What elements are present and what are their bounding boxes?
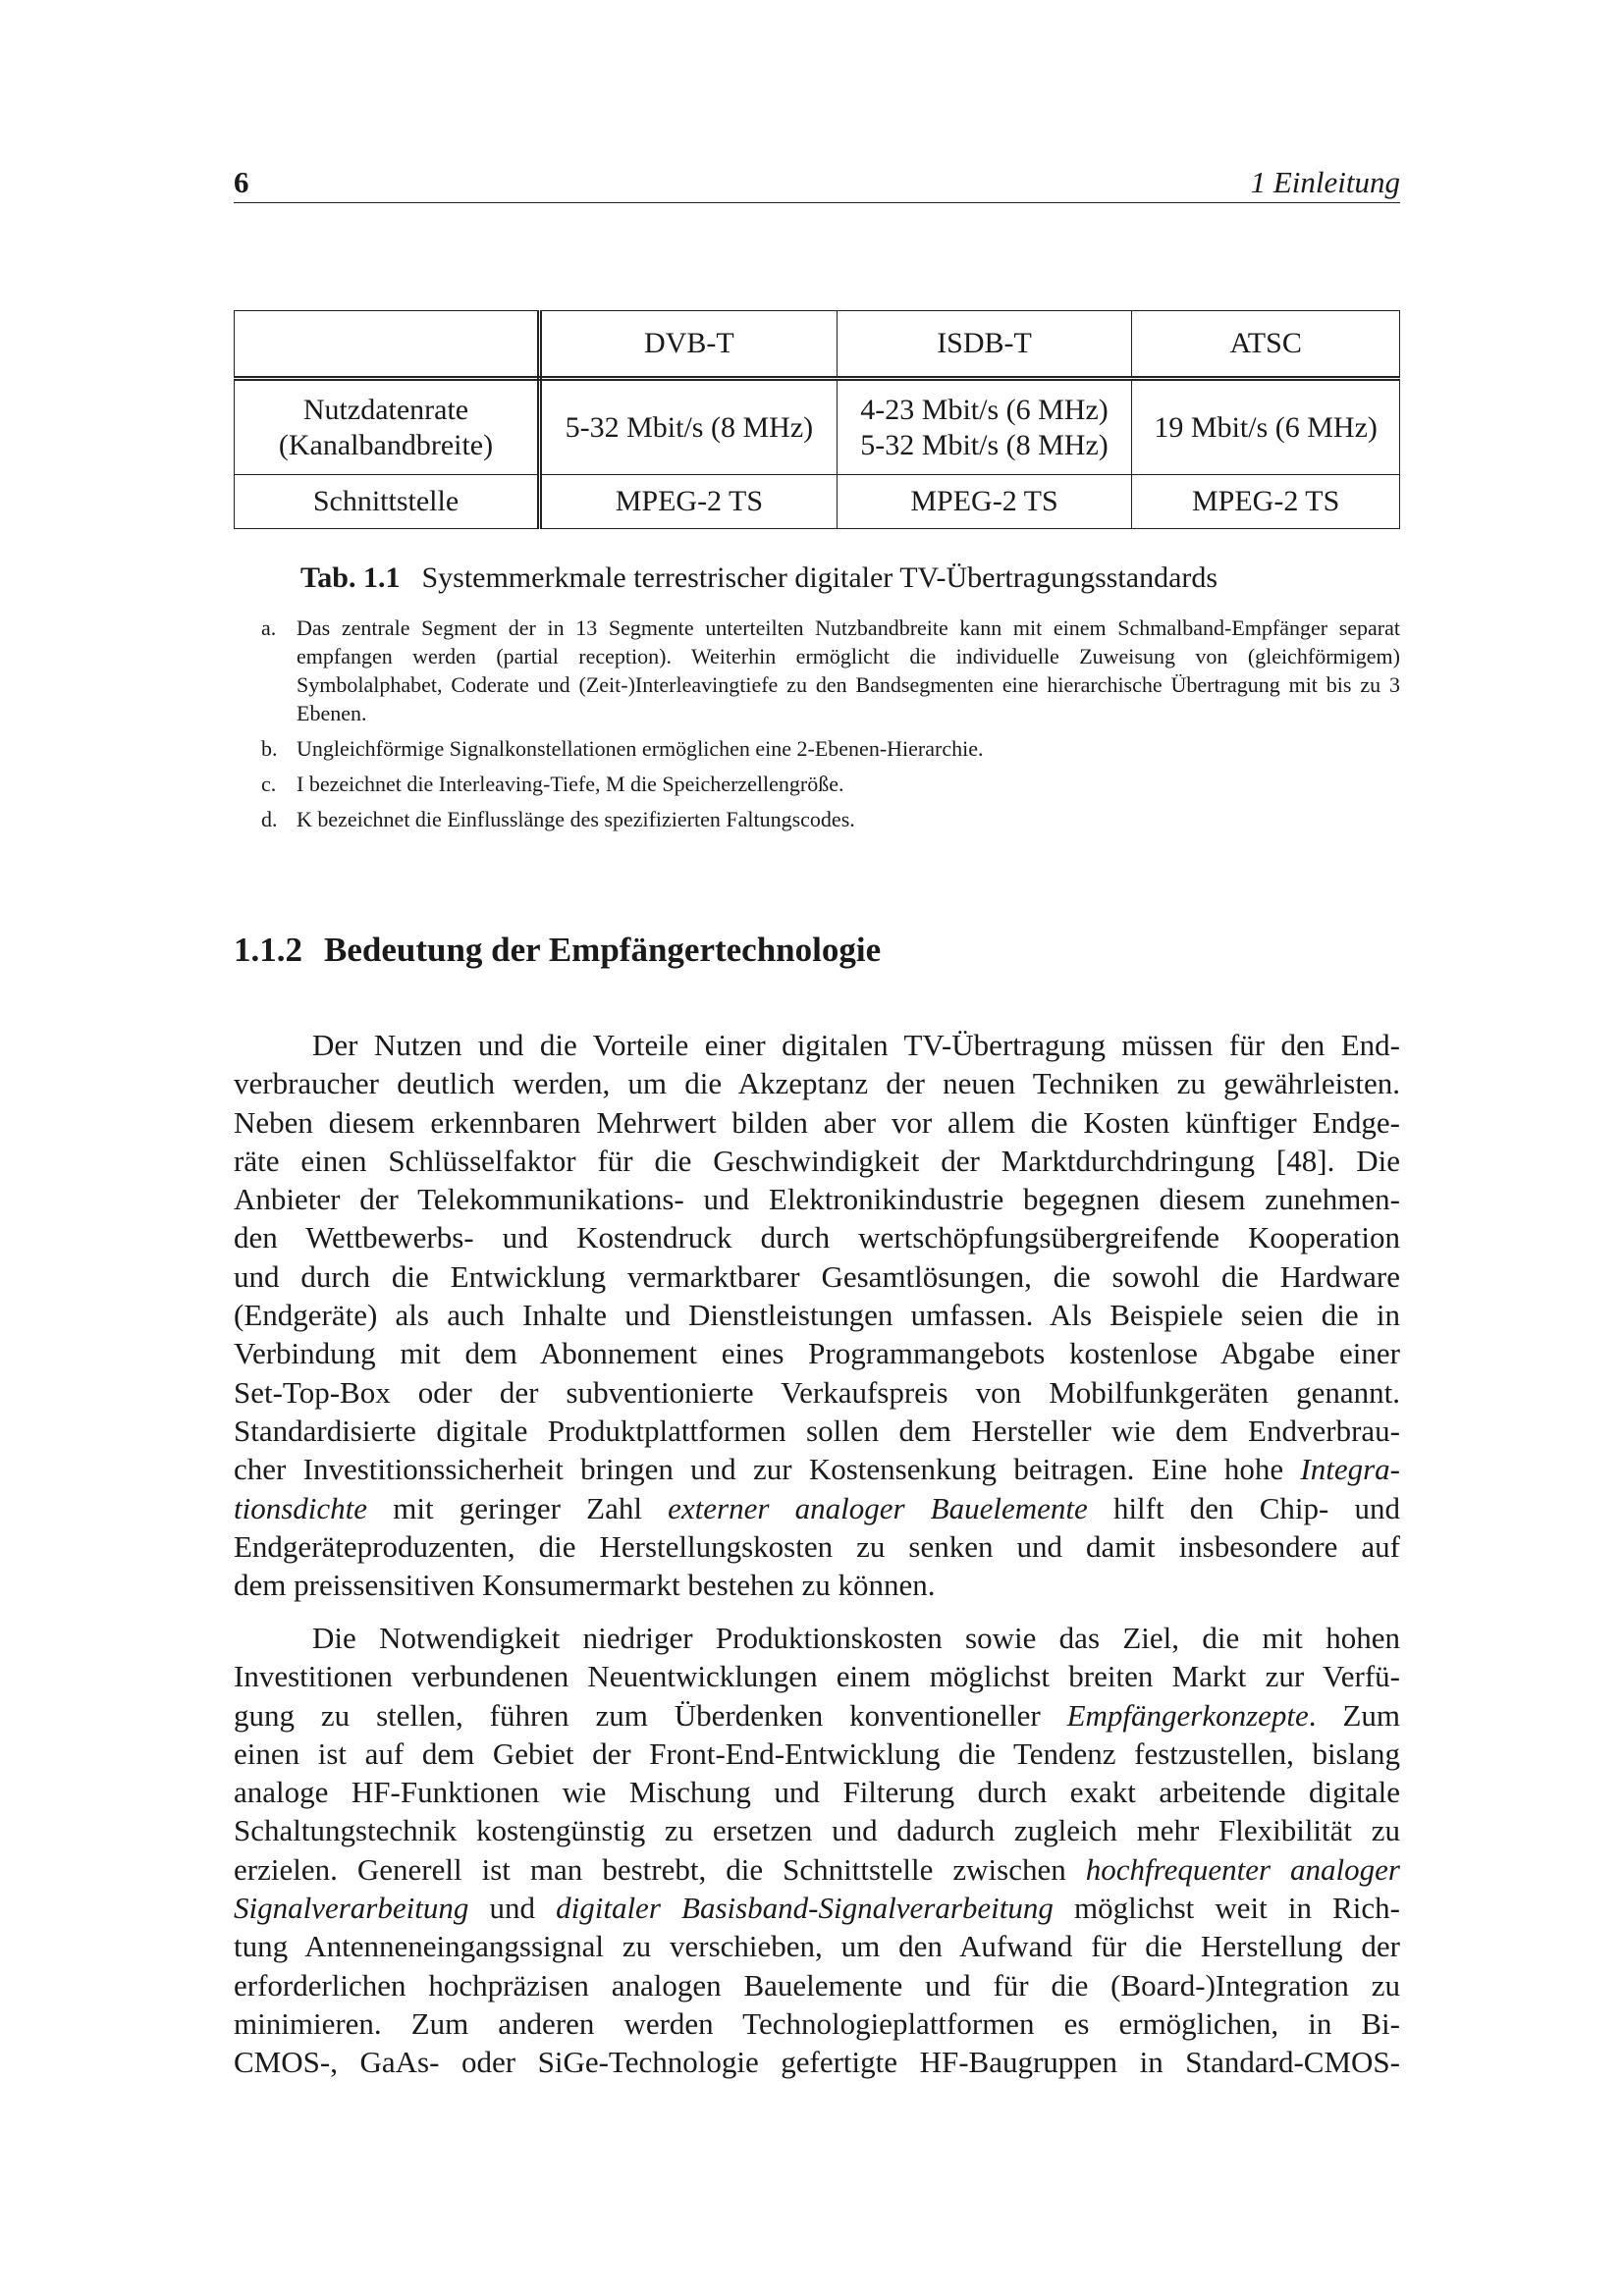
- cell-line: Nutzdatenrate: [302, 393, 469, 426]
- text-run: cher Investitionssicherheit bringen und zur Kostensenkung beitragen. Eine hohe: [234, 1452, 1301, 1487]
- table-row: [235, 379, 1400, 475]
- text-line: den Wettbewerbs- und Kostendruck durch wertschöpfungsübergreifende Kooperation: [234, 1220, 1400, 1255]
- column-header-atsc: ATSC: [1132, 311, 1400, 379]
- cell-line: (Kanalbandbreite): [278, 428, 494, 461]
- text-line: Set-Top-Box oder der subventionierte Verkaufspreis von Mobilfunkgeräten genannt.: [234, 1374, 1400, 1410]
- text-run: hilft den Chip- und: [1087, 1490, 1400, 1525]
- text-line: Endgeräteproduzenten, die Herstellungskosten zu senken und damit insbesondere auf: [234, 1528, 1400, 1564]
- caption-label: Tab. 1.1: [300, 561, 401, 594]
- text-line: Die Notwendigkeit niedriger Produktionskosten sowie das Ziel, die mit hohen: [312, 1621, 1400, 1655]
- text-line: dem preissensitiven Konsumermarkt bestehen zu können.: [234, 1568, 936, 1603]
- footnote-d: [261, 805, 1400, 833]
- cell-dvbt-rate: [540, 379, 838, 475]
- text-line: [234, 1850, 1400, 1889]
- text-line: Verbindung mit dem Abonnement eines Programmangebots kostenlose Abgabe einer: [234, 1336, 1400, 1371]
- footnote-c: [261, 770, 1400, 798]
- text-run: möglichst weit in Rich-: [1053, 1891, 1400, 1926]
- text-line: analoge HF-Funktionen wie Mischung und Filterung durch exakt arbeitende digitale: [234, 1775, 1400, 1810]
- emphasis-text: hochfrequenter analoger: [1085, 1851, 1400, 1887]
- cell-line: MPEG-2 TS: [910, 485, 1058, 517]
- cell-dvbt-interface: [540, 475, 838, 529]
- text-line: Anbieter der Telekommunikations- und Elektronikindustrie begegnen diesem zunehmen-: [234, 1182, 1400, 1217]
- text-line: [234, 1889, 1400, 1927]
- text-line: Investitionen verbundenen Neuentwicklungen einem möglichst breiten Markt zur Verfü-: [234, 1659, 1400, 1694]
- footnote-a: [261, 614, 1400, 727]
- table-footnotes: [261, 614, 1400, 840]
- emphasis-text: Empfängerkonzepte: [1066, 1697, 1309, 1733]
- footnote-text: I bezeichnet die Interleaving-Tiefe, M die Speicherzellengröße.: [297, 772, 844, 796]
- footnote-text: K bezeichnet die Einflusslänge des spezifizierten Faltungscodes.: [297, 807, 855, 831]
- text-line: räte einen Schlüsselfaktor für die Geschwindigkeit der Marktdurchdringung [48]. Die: [234, 1143, 1400, 1178]
- footnote-b: [261, 734, 1400, 763]
- cell-line: 19 Mbit/s (6 MHz): [1154, 410, 1378, 444]
- cell-line: 4-23 Mbit/s (6 MHz): [860, 393, 1109, 426]
- emphasis-text: externer analoger Bauelemente: [668, 1490, 1088, 1525]
- footnote-text: Ungleichförmige Signalkonstellationen ermöglichen eine 2-Ebenen-Hierarchie.: [297, 736, 984, 761]
- text-line: (Endgeräte) als auch Inhalte und Dienstleistungen umfassen. Als Beispiele seien die in: [234, 1298, 1400, 1333]
- footnote-text: Das zentrale Segment der in 13 Segmente unterteilten Nutzbandbreite kann mit einem Schmalband-Empfänger separat empfangen werden (partial reception). Weiterhin ermöglicht die individuelle Zuweisung von (gleichförmigem) Symbolalphabet, Coderate und (Zeit-)Interleavingtiefe zu den Bandsegmenten eine hierarchische Übertragung mit bis zu 3 Ebenen.: [297, 615, 1400, 725]
- table-header-row: [235, 311, 1400, 379]
- footnote-mark: d.: [261, 807, 278, 831]
- text-run: . Zum: [1308, 1697, 1400, 1733]
- text-line: [234, 1696, 1400, 1735]
- emphasis-text: Signalverarbeitung: [234, 1891, 469, 1926]
- running-header: [234, 161, 1400, 203]
- text-line: verbraucher deutlich werden, um die Akzeptanz der neuen Techniken zu gewährleisten.: [234, 1066, 1400, 1101]
- cell-atsc-interface: [1132, 475, 1400, 529]
- caption-text: Systemmerkmale terrestrischer digitaler TV-Übertragungsstandards: [421, 561, 1218, 594]
- text-line: CMOS-, GaAs- oder SiGe-Technologie gefertigte HF-Baugruppen in Standard-CMOS-: [234, 2045, 1400, 2080]
- row-label-schnittstelle: [235, 475, 540, 529]
- text-line: einen ist auf dem Gebiet der Front-End-Entwicklung die Tendenz festzustellen, bislang: [234, 1735, 1400, 1771]
- text-run: und: [468, 1891, 557, 1926]
- table-corner-cell: [235, 311, 540, 379]
- column-header-isdbt: ISDB-T: [837, 311, 1132, 379]
- section-number: 1.1.2: [234, 931, 302, 969]
- paragraph-1: [234, 1026, 1400, 1604]
- footnote-mark: b.: [261, 736, 278, 761]
- section-title: Bedeutung der Empfängertechnologie: [324, 931, 882, 969]
- running-title: 1 Einleitung: [1250, 165, 1400, 199]
- cell-line: MPEG-2 TS: [615, 485, 764, 517]
- standards-table: [234, 310, 1400, 529]
- text-line: Schaltungstechnik kostengünstig zu ersetzen und dadurch zugleich mehr Flexibilität zu: [234, 1813, 1400, 1848]
- cell-line: 5-32 Mbit/s (8 MHz): [565, 410, 814, 444]
- text-line: [234, 1489, 1400, 1527]
- cell-isdbt-interface: [837, 475, 1132, 529]
- emphasis-text: tionsdichte: [234, 1490, 368, 1525]
- text-line: [234, 1450, 1400, 1488]
- table-row: [235, 475, 1400, 529]
- text-run: mit geringer Zahl: [367, 1490, 669, 1525]
- text-line: Der Nutzen und die Vorteile einer digitalen TV-Übertragung müssen für den End-: [312, 1028, 1400, 1062]
- row-label-nutzdatenrate: [235, 379, 540, 475]
- text-line: und durch die Entwicklung vermarktbarer Gesamtlösungen, die sowohl die Hardware: [234, 1258, 1400, 1294]
- cell-line: 5-32 Mbit/s (8 MHz): [860, 428, 1109, 461]
- section-heading: [234, 931, 881, 970]
- cell-atsc-rate: [1132, 379, 1400, 475]
- paragraph-2: [234, 1619, 1400, 2082]
- text-run: gung zu stellen, führen zum Überdenken konventioneller: [234, 1697, 1067, 1733]
- cell-isdbt-rate: [837, 379, 1132, 475]
- text-run: erzielen. Generell ist man bestrebt, die Schnittstelle zwischen: [234, 1851, 1086, 1887]
- footnote-mark: a.: [261, 615, 277, 640]
- text-line: Neben diesem erkennbaren Mehrwert bilden aber vor allem die Kosten künftiger Endge-: [234, 1104, 1400, 1140]
- emphasis-text: Integra-: [1300, 1452, 1400, 1487]
- text-line: tung Antenneneingangssignal zu verschieben, um den Aufwand für die Herstellung der: [234, 1929, 1400, 1964]
- cell-line: Schnittstelle: [312, 485, 460, 517]
- page-number: 6: [234, 165, 249, 199]
- text-line: erforderlichen hochpräzisen analogen Bauelemente und für die (Board-)Integration zu: [234, 1967, 1400, 2002]
- emphasis-text: digitaler Basisband-Signalverarbeitung: [556, 1891, 1054, 1926]
- table-caption: [300, 561, 1217, 595]
- text-line: Standardisierte digitale Produktplattformen sollen dem Hersteller wie dem Endverbrau-: [234, 1413, 1400, 1448]
- column-header-dvbt: DVB-T: [540, 311, 838, 379]
- cell-line: MPEG-2 TS: [1191, 485, 1340, 517]
- footnote-mark: c.: [261, 772, 277, 796]
- text-line: minimieren. Zum anderen werden Technologieplattformen es ermöglichen, in Bi-: [234, 2005, 1400, 2041]
